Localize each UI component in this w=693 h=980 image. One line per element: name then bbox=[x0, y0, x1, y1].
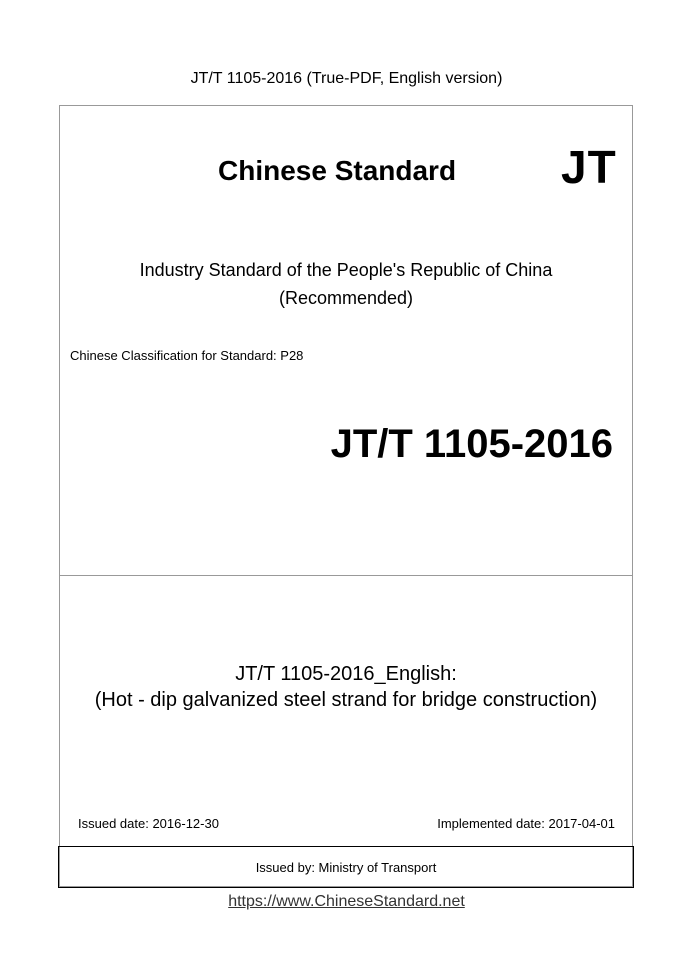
english-title-line-1: JT/T 1105-2016_English: bbox=[235, 663, 457, 685]
subtitle-line-2: (Recommended) bbox=[278, 288, 414, 308]
subtitle-line-1: Industry Standard of the People's Republic of China bbox=[139, 260, 553, 280]
website-link[interactable]: https://www.ChineseStandard.net bbox=[228, 893, 465, 910]
implemented-date: Implemented date: 2017-04-01 bbox=[437, 816, 615, 831]
issued-by-box bbox=[58, 846, 634, 888]
issued-date: Issued date: 2016-12-30 bbox=[78, 816, 219, 831]
cover-title: Chinese Standard bbox=[218, 155, 457, 186]
section-divider bbox=[59, 575, 633, 576]
classification-text: Chinese Classification for Standard: P28 bbox=[70, 348, 304, 363]
footer bbox=[0, 893, 693, 911]
cover-frame bbox=[59, 105, 633, 887]
standard-code-mark: JT bbox=[561, 141, 617, 193]
issued-by-text: Issued by: Ministry of Transport bbox=[255, 859, 437, 875]
standard-number: JT/T 1105-2016 bbox=[330, 422, 613, 466]
document-header: JT/T 1105-2016 (True-PDF, English version) bbox=[190, 70, 503, 87]
english-title-line-2: (Hot - dip galvanized steel strand for bridge construction) bbox=[94, 689, 598, 711]
